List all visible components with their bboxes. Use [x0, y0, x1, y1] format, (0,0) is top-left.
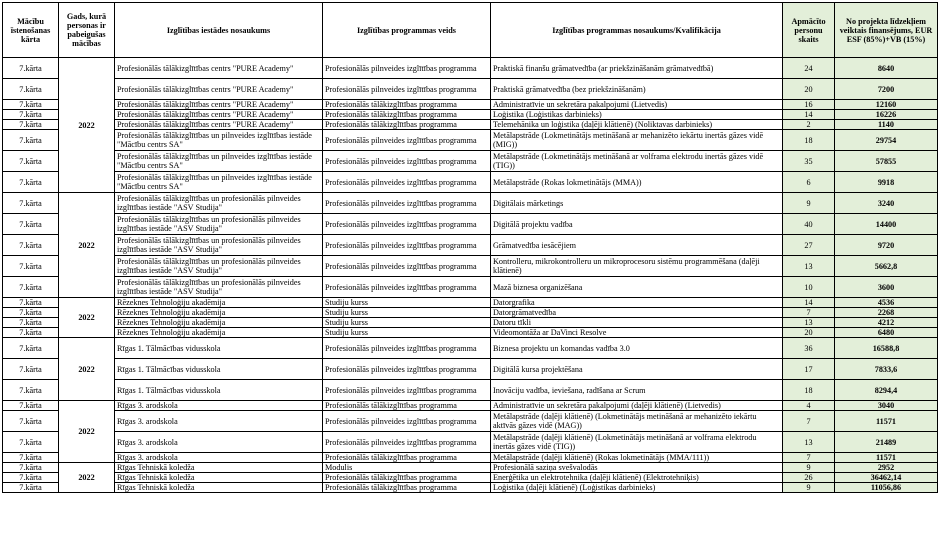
table-body: [3, 58, 938, 493]
cell-veids: Profesionālās pilnveides izglītības programma: [323, 359, 491, 380]
cell-programma: Biznesa projektu un komandas vadība 3.0: [491, 338, 783, 359]
table-row: [3, 277, 938, 298]
cell-veids: Profesionālās tālākizglītības programma: [323, 110, 491, 120]
cell-veids: Profesionālās tālākizglītības programma: [323, 483, 491, 493]
cell-skaits: 18: [783, 130, 835, 151]
header-iestade: Izglītības iestādes nosaukums: [115, 3, 323, 58]
cell-veids: Profesionālās pilnveides izglītības programma: [323, 172, 491, 193]
cell-skaits: 14: [783, 110, 835, 120]
cell-skaits: 10: [783, 277, 835, 298]
cell-veids: Profesionālās pilnveides izglītības programma: [323, 411, 491, 432]
cell-skaits: 7: [783, 308, 835, 318]
cell-karta: 7.kārta: [3, 172, 59, 193]
table-row: [3, 172, 938, 193]
cell-skaits: 13: [783, 318, 835, 328]
cell-karta: 7.kārta: [3, 79, 59, 100]
cell-skaits: 35: [783, 151, 835, 172]
cell-veids: Studiju kurss: [323, 298, 491, 308]
cell-finansejums: 3240: [835, 193, 938, 214]
cell-veids: Studiju kurss: [323, 328, 491, 338]
cell-finansejums: 8640: [835, 58, 938, 79]
cell-skaits: 9: [783, 463, 835, 473]
cell-finansejums: 16588,8: [835, 338, 938, 359]
table-row: [3, 193, 938, 214]
cell-programma: Enerģētika un elektrotehnika (daļēji klātienē) (Elektrotehniķis): [491, 473, 783, 483]
cell-skaits: 27: [783, 235, 835, 256]
cell-programma: Profesionālā saziņa svešvalodās: [491, 463, 783, 473]
cell-programma: Telemehānika un loģistika (daļēji klātienē) (Noliktavas darbinieks): [491, 120, 783, 130]
table-row: [3, 130, 938, 151]
cell-iestade: Profesionālās tālākizglītības centrs "PURE Academy": [115, 110, 323, 120]
table-row: [3, 380, 938, 401]
cell-karta: 7.kārta: [3, 411, 59, 432]
cell-veids: Profesionālās tālākizglītības programma: [323, 453, 491, 463]
cell-karta: 7.kārta: [3, 453, 59, 463]
cell-skaits: 13: [783, 432, 835, 453]
table-row: [3, 338, 938, 359]
cell-programma: Mazā biznesa organizēšana: [491, 277, 783, 298]
cell-programma: Inovāciju vadība, ieviešana, radīšana ar Scrum: [491, 380, 783, 401]
cell-veids: Profesionālās pilnveides izglītības programma: [323, 151, 491, 172]
cell-iestade: Rīgas Tehniskā koledža: [115, 483, 323, 493]
cell-karta: 7.kārta: [3, 214, 59, 235]
cell-skaits: 26: [783, 473, 835, 483]
table-row: [3, 401, 938, 411]
cell-finansejums: 1140: [835, 120, 938, 130]
header-gads: Gads, kurā personas ir pabeigušas mācības: [59, 3, 115, 58]
cell-karta: 7.kārta: [3, 235, 59, 256]
cell-iestade: Rēzeknes Tehnoloģiju akadēmija: [115, 298, 323, 308]
cell-veids: Profesionālās tālākizglītības programma: [323, 100, 491, 110]
header-karta: Mācību īstenošanas kārta: [3, 3, 59, 58]
cell-finansejums: 7833,6: [835, 359, 938, 380]
cell-karta: 7.kārta: [3, 308, 59, 318]
cell-finansejums: 36462,14: [835, 473, 938, 483]
cell-karta: 7.kārta: [3, 473, 59, 483]
cell-iestade: Rīgas 1. Tālmācības vidusskola: [115, 359, 323, 380]
table-row: [3, 432, 938, 453]
table-row: [3, 308, 938, 318]
cell-finansejums: 4536: [835, 298, 938, 308]
cell-skaits: 20: [783, 328, 835, 338]
cell-iestade: Rīgas 1. Tālmācības vidusskola: [115, 380, 323, 401]
cell-iestade: Profesionālās tālākizglītības un pilnveides izglītības iestāde "Mācību centrs SA": [115, 172, 323, 193]
header-veids: Izglītības programmas veids: [323, 3, 491, 58]
cell-programma: Praktiskā grāmatvedība (bez priekšzināšanām): [491, 79, 783, 100]
cell-skaits: 17: [783, 359, 835, 380]
table-row: [3, 214, 938, 235]
cell-veids: Profesionālās pilnveides izglītības programma: [323, 235, 491, 256]
cell-karta: 7.kārta: [3, 110, 59, 120]
cell-veids: Studiju kurss: [323, 318, 491, 328]
cell-programma: Videomontāža ar DaVinci Resolve: [491, 328, 783, 338]
cell-veids: Profesionālās pilnveides izglītības programma: [323, 130, 491, 151]
training-report-table: [2, 2, 938, 493]
table-row: [3, 483, 938, 493]
cell-iestade: Rēzeknes Tehnoloģiju akadēmija: [115, 318, 323, 328]
cell-finansejums: 4212: [835, 318, 938, 328]
table-row: [3, 473, 938, 483]
header-finansejums: No projekta līdzekļiem veiktais finansējums, EUR ESF (85%)+VB (15%): [835, 3, 938, 58]
cell-finansejums: 11571: [835, 411, 938, 432]
cell-finansejums: 2268: [835, 308, 938, 318]
cell-skaits: 9: [783, 483, 835, 493]
cell-finansejums: 9918: [835, 172, 938, 193]
cell-skaits: 36: [783, 338, 835, 359]
cell-finansejums: 7200: [835, 79, 938, 100]
cell-skaits: 20: [783, 79, 835, 100]
cell-finansejums: 16226: [835, 110, 938, 120]
cell-skaits: 4: [783, 401, 835, 411]
cell-karta: 7.kārta: [3, 130, 59, 151]
cell-veids: Profesionālās tālākizglītības programma: [323, 120, 491, 130]
table-row: [3, 318, 938, 328]
table-row: [3, 328, 938, 338]
cell-karta: 7.kārta: [3, 359, 59, 380]
cell-skaits: 7: [783, 453, 835, 463]
cell-programma: Metālapstrāde (Lokmetinātājs metināšanā ar mehanizēto iekārtu inertās gāzes vidē (MIG)): [491, 130, 783, 151]
table-row: [3, 120, 938, 130]
cell-veids: Modulis: [323, 463, 491, 473]
cell-gads: 2022: [59, 298, 115, 338]
cell-programma: Digitālā projektu vadība: [491, 214, 783, 235]
cell-finansejums: 11571: [835, 453, 938, 463]
cell-iestade: Rēzeknes Tehnoloģiju akadēmija: [115, 308, 323, 318]
cell-iestade: Profesionālās tālākizglītības un profesionālās pilnveides izglītības iestāde "ASV Studija": [115, 214, 323, 235]
cell-skaits: 24: [783, 58, 835, 79]
cell-finansejums: 5662,8: [835, 256, 938, 277]
cell-programma: Loģistika (daļēji klātienē) (Loģistikas darbinieks): [491, 483, 783, 493]
table-row: [3, 463, 938, 473]
cell-karta: 7.kārta: [3, 58, 59, 79]
cell-programma: Metālapstrāde (Lokmetinātājs metināšanā ar volframa elektrodu inertās gāzes vidē (TIG)): [491, 151, 783, 172]
cell-karta: 7.kārta: [3, 193, 59, 214]
cell-karta: 7.kārta: [3, 256, 59, 277]
cell-iestade: Rīgas 3. arodskola: [115, 453, 323, 463]
cell-programma: Administratīvie un sekretāra pakalpojumi (daļēji klātienē) (Lietvedis): [491, 401, 783, 411]
cell-finansejums: 9720: [835, 235, 938, 256]
cell-finansejums: 57855: [835, 151, 938, 172]
cell-iestade: Profesionālās tālākizglītības un pilnveides izglītības iestāde "Mācību centrs SA": [115, 151, 323, 172]
cell-gads: 2022: [59, 463, 115, 493]
cell-finansejums: 8294,4: [835, 380, 938, 401]
cell-iestade: Rīgas 3. arodskola: [115, 432, 323, 453]
cell-iestade: Rīgas Tehniskā koledža: [115, 473, 323, 483]
cell-iestade: Profesionālās tālākizglītības un pilnveides izglītības iestāde "Mācību centrs SA": [115, 130, 323, 151]
cell-iestade: Rīgas 3. arodskola: [115, 401, 323, 411]
table-row: [3, 453, 938, 463]
cell-programma: Loģistika (Loģistikas darbinieks): [491, 110, 783, 120]
cell-karta: 7.kārta: [3, 380, 59, 401]
cell-finansejums: 14400: [835, 214, 938, 235]
cell-veids: Profesionālās pilnveides izglītības programma: [323, 380, 491, 401]
cell-veids: Profesionālās pilnveides izglītības programma: [323, 58, 491, 79]
cell-karta: 7.kārta: [3, 328, 59, 338]
table-row: [3, 235, 938, 256]
cell-iestade: Profesionālās tālākizglītības centrs "PURE Academy": [115, 120, 323, 130]
cell-finansejums: 12160: [835, 100, 938, 110]
cell-karta: 7.kārta: [3, 298, 59, 308]
table-row: [3, 110, 938, 120]
cell-skaits: 9: [783, 193, 835, 214]
cell-gads: 2022: [59, 58, 115, 193]
cell-iestade: Rīgas 3. arodskola: [115, 411, 323, 432]
cell-skaits: 2: [783, 120, 835, 130]
cell-iestade: Profesionālās tālākizglītības un profesionālās pilnveides izglītības iestāde "ASV Studija": [115, 256, 323, 277]
cell-finansejums: 3600: [835, 277, 938, 298]
cell-programma: Metālapstrāde (daļēji klātienē) (Lokmetinātājs metināšanā ar mehanizēto iekārtu aktīvās gāzes vidē (MAG)): [491, 411, 783, 432]
cell-veids: Profesionālās pilnveides izglītības programma: [323, 256, 491, 277]
cell-programma: Datorgrafika: [491, 298, 783, 308]
cell-programma: Digitālais mārketings: [491, 193, 783, 214]
table-row: [3, 256, 938, 277]
cell-karta: 7.kārta: [3, 151, 59, 172]
table-row: [3, 58, 938, 79]
header-row: [3, 3, 938, 58]
cell-gads: 2022: [59, 338, 115, 401]
cell-finansejums: 29754: [835, 130, 938, 151]
cell-programma: Administratīvie un sekretāra pakalpojumi (Lietvedis): [491, 100, 783, 110]
cell-programma: Metālapstrāde (daļēji klātienē) (Rokas lokmetinātājs (MMA/111)): [491, 453, 783, 463]
cell-karta: 7.kārta: [3, 463, 59, 473]
cell-skaits: 16: [783, 100, 835, 110]
cell-finansejums: 21489: [835, 432, 938, 453]
cell-finansejums: 11056,86: [835, 483, 938, 493]
cell-iestade: Profesionālās tālākizglītības un profesionālās pilnveides izglītības iestāde "ASV Studija": [115, 277, 323, 298]
cell-skaits: 6: [783, 172, 835, 193]
cell-finansejums: 2952: [835, 463, 938, 473]
cell-finansejums: 3040: [835, 401, 938, 411]
cell-skaits: 13: [783, 256, 835, 277]
cell-karta: 7.kārta: [3, 120, 59, 130]
cell-karta: 7.kārta: [3, 338, 59, 359]
cell-iestade: Profesionālās tālākizglītības centrs "PURE Academy": [115, 100, 323, 110]
cell-iestade: Rēzeknes Tehnoloģiju akadēmija: [115, 328, 323, 338]
cell-veids: Studiju kurss: [323, 308, 491, 318]
cell-programma: Datorgrāmatvedība: [491, 308, 783, 318]
cell-karta: 7.kārta: [3, 401, 59, 411]
cell-programma: Metālapstrāde (Rokas lokmetinātājs (MMA)): [491, 172, 783, 193]
cell-programma: Metālapstrāde (daļēji klātienē) (Lokmetinātājs metināšanā ar volframa elektrodu inertās gāzes vidē (TIG)): [491, 432, 783, 453]
header-programma: Izglītības programmas nosaukums/Kvalifikācija: [491, 3, 783, 58]
cell-veids: Profesionālās pilnveides izglītības programma: [323, 193, 491, 214]
cell-veids: Profesionālās pilnveides izglītības programma: [323, 214, 491, 235]
cell-iestade: Profesionālās tālākizglītības centrs "PURE Academy": [115, 79, 323, 100]
cell-karta: 7.kārta: [3, 483, 59, 493]
cell-karta: 7.kārta: [3, 277, 59, 298]
cell-iestade: Profesionālās tālākizglītības un profesionālās pilnveides izglītības iestāde "ASV Studija": [115, 193, 323, 214]
table-row: [3, 298, 938, 308]
report-table-wrapper: [2, 2, 938, 493]
table-row: [3, 359, 938, 380]
table-row: [3, 411, 938, 432]
cell-veids: Profesionālās pilnveides izglītības programma: [323, 432, 491, 453]
cell-skaits: 7: [783, 411, 835, 432]
cell-veids: Profesionālās pilnveides izglītības programma: [323, 277, 491, 298]
header-skaits: Apmācīto personu skaits: [783, 3, 835, 58]
cell-iestade: Profesionālās tālākizglītības centrs "PURE Academy": [115, 58, 323, 79]
cell-skaits: 18: [783, 380, 835, 401]
cell-programma: Praktiskā finanšu grāmatvedība (ar priekšzināšanām grāmatvedībā): [491, 58, 783, 79]
table-row: [3, 151, 938, 172]
cell-veids: Profesionālās pilnveides izglītības programma: [323, 338, 491, 359]
cell-skaits: 14: [783, 298, 835, 308]
cell-gads: 2022: [59, 401, 115, 463]
cell-finansejums: 6480: [835, 328, 938, 338]
cell-iestade: Rīgas 1. Tālmācības vidusskola: [115, 338, 323, 359]
cell-karta: 7.kārta: [3, 318, 59, 328]
cell-karta: 7.kārta: [3, 432, 59, 453]
cell-programma: Datoru tīkli: [491, 318, 783, 328]
cell-iestade: Profesionālās tālākizglītības un profesionālās pilnveides izglītības iestāde "ASV Studija": [115, 235, 323, 256]
table-row: [3, 100, 938, 110]
cell-iestade: Rīgas Tehniskā koledža: [115, 463, 323, 473]
cell-programma: Grāmatvedība iesācējiem: [491, 235, 783, 256]
cell-programma: Digitālā kursa projektēšana: [491, 359, 783, 380]
cell-gads: 2022: [59, 193, 115, 298]
cell-skaits: 40: [783, 214, 835, 235]
cell-veids: Profesionālās pilnveides izglītības programma: [323, 79, 491, 100]
cell-veids: Profesionālās tālākizglītības programma: [323, 401, 491, 411]
table-row: [3, 79, 938, 100]
cell-karta: 7.kārta: [3, 100, 59, 110]
cell-veids: Profesionālās tālākizglītības programma: [323, 473, 491, 483]
cell-programma: Kontrolleru, mikrokontrolleru un mikroprocesoru sistēmu programmēšana (daļēji klātienē): [491, 256, 783, 277]
